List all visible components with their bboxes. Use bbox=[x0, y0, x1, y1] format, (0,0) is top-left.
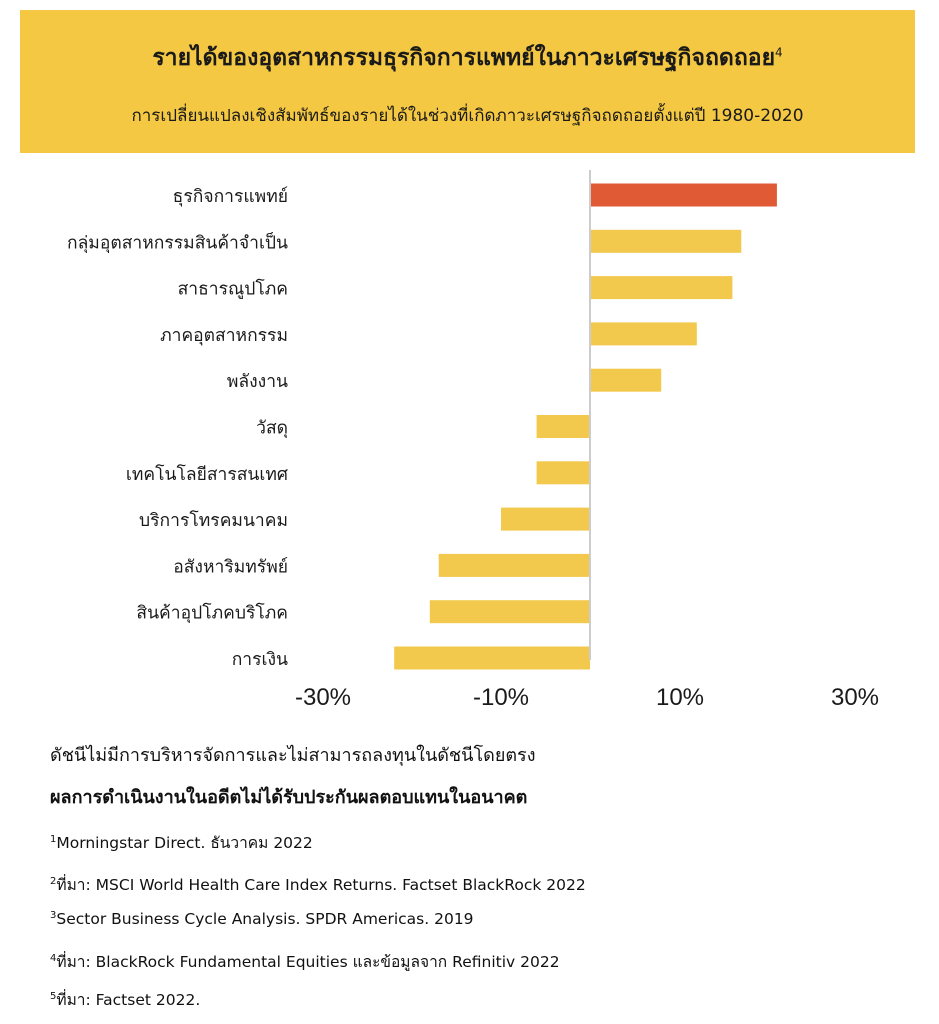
footnote-text: Sector Business Cycle Analysis. SPDR Americas. 2019 bbox=[56, 910, 474, 929]
bar bbox=[430, 600, 590, 623]
category-label: พลังงาน bbox=[226, 372, 288, 393]
category-label: สินค้าอุปโภคบริโภค bbox=[136, 603, 288, 624]
chart-header bbox=[20, 10, 915, 153]
category-label: สาธารณูปโภค bbox=[177, 279, 288, 300]
x-tick-label: 10% bbox=[655, 684, 705, 711]
x-tick-label: -10% bbox=[472, 684, 530, 711]
x-tick-label: 30% bbox=[830, 684, 880, 711]
footnote-text: ที่มา: Factset 2022. bbox=[56, 991, 201, 1009]
chart-subtitle: การเปลี่ยนแปลงเชิงสัมพัทธ์ของรายได้ในช่วงที่เกิดภาวะเศรษฐกิจถดถอยตั้งแต่ปี 1980-2020 bbox=[131, 106, 804, 126]
bar bbox=[537, 415, 590, 438]
footnote-text: Morningstar Direct. ธันวาคม 2022 bbox=[56, 834, 313, 852]
category-label: วัสดุ bbox=[256, 418, 288, 439]
category-label: กลุ่มอุตสาหกรรมสินค้าจำเป็น bbox=[66, 233, 288, 254]
chart-title-superscript: 4 bbox=[775, 45, 783, 60]
disclaimer-performance: ผลการดำเนินงานในอดีตไม่ได้รับประกันผลตอบแทนในอนาคต bbox=[50, 787, 528, 808]
x-tick-label: -30% bbox=[294, 684, 352, 711]
footnote bbox=[50, 949, 560, 974]
bar bbox=[590, 369, 661, 392]
chart-title bbox=[20, 40, 915, 76]
bar bbox=[501, 508, 590, 531]
bar-chart bbox=[0, 160, 939, 730]
footnote-text: ที่มา: MSCI World Health Care Index Returns. Factset BlackRock 2022 bbox=[56, 876, 586, 894]
category-label: อสังหาริมทรัพย์ bbox=[173, 557, 288, 578]
bar bbox=[590, 184, 777, 207]
category-label: ภาคอุตสาหกรรม bbox=[160, 325, 288, 346]
bar bbox=[439, 554, 590, 577]
footnote bbox=[50, 987, 200, 1012]
category-label: ธุรกิจการแพทย์ bbox=[172, 187, 288, 207]
bar bbox=[537, 461, 590, 484]
bar bbox=[590, 276, 732, 299]
category-label: เทคโนโลยีสารสนเทศ bbox=[125, 464, 288, 485]
footnote bbox=[50, 910, 474, 928]
disclaimer-index: ดัชนีไม่มีการบริหารจัดการและไม่สามารถลงทุนในดัชนีโดยตรง bbox=[50, 745, 536, 766]
footnote bbox=[50, 872, 586, 897]
category-label: การเงิน bbox=[231, 650, 288, 670]
footnote bbox=[50, 830, 313, 855]
footnote-number: 2 bbox=[50, 875, 57, 887]
bar bbox=[394, 647, 590, 670]
footnote-number: 3 bbox=[50, 910, 57, 921]
footnote-number: 1 bbox=[50, 833, 57, 845]
category-label: บริการโทรคมนาคม bbox=[139, 511, 288, 532]
footnote-text: ที่มา: BlackRock Fundamental Equities และข้อมูลจาก Refinitiv 2022 bbox=[56, 953, 560, 971]
bar bbox=[590, 322, 697, 345]
footnote-number: 4 bbox=[50, 952, 57, 964]
chart-title-text: รายได้ของอุตสาหกรรมธุรกิจการแพทย์ในภาวะเศรษฐกิจถดถอย bbox=[152, 45, 776, 71]
footnote-number: 5 bbox=[50, 990, 57, 1002]
bar bbox=[590, 230, 741, 253]
